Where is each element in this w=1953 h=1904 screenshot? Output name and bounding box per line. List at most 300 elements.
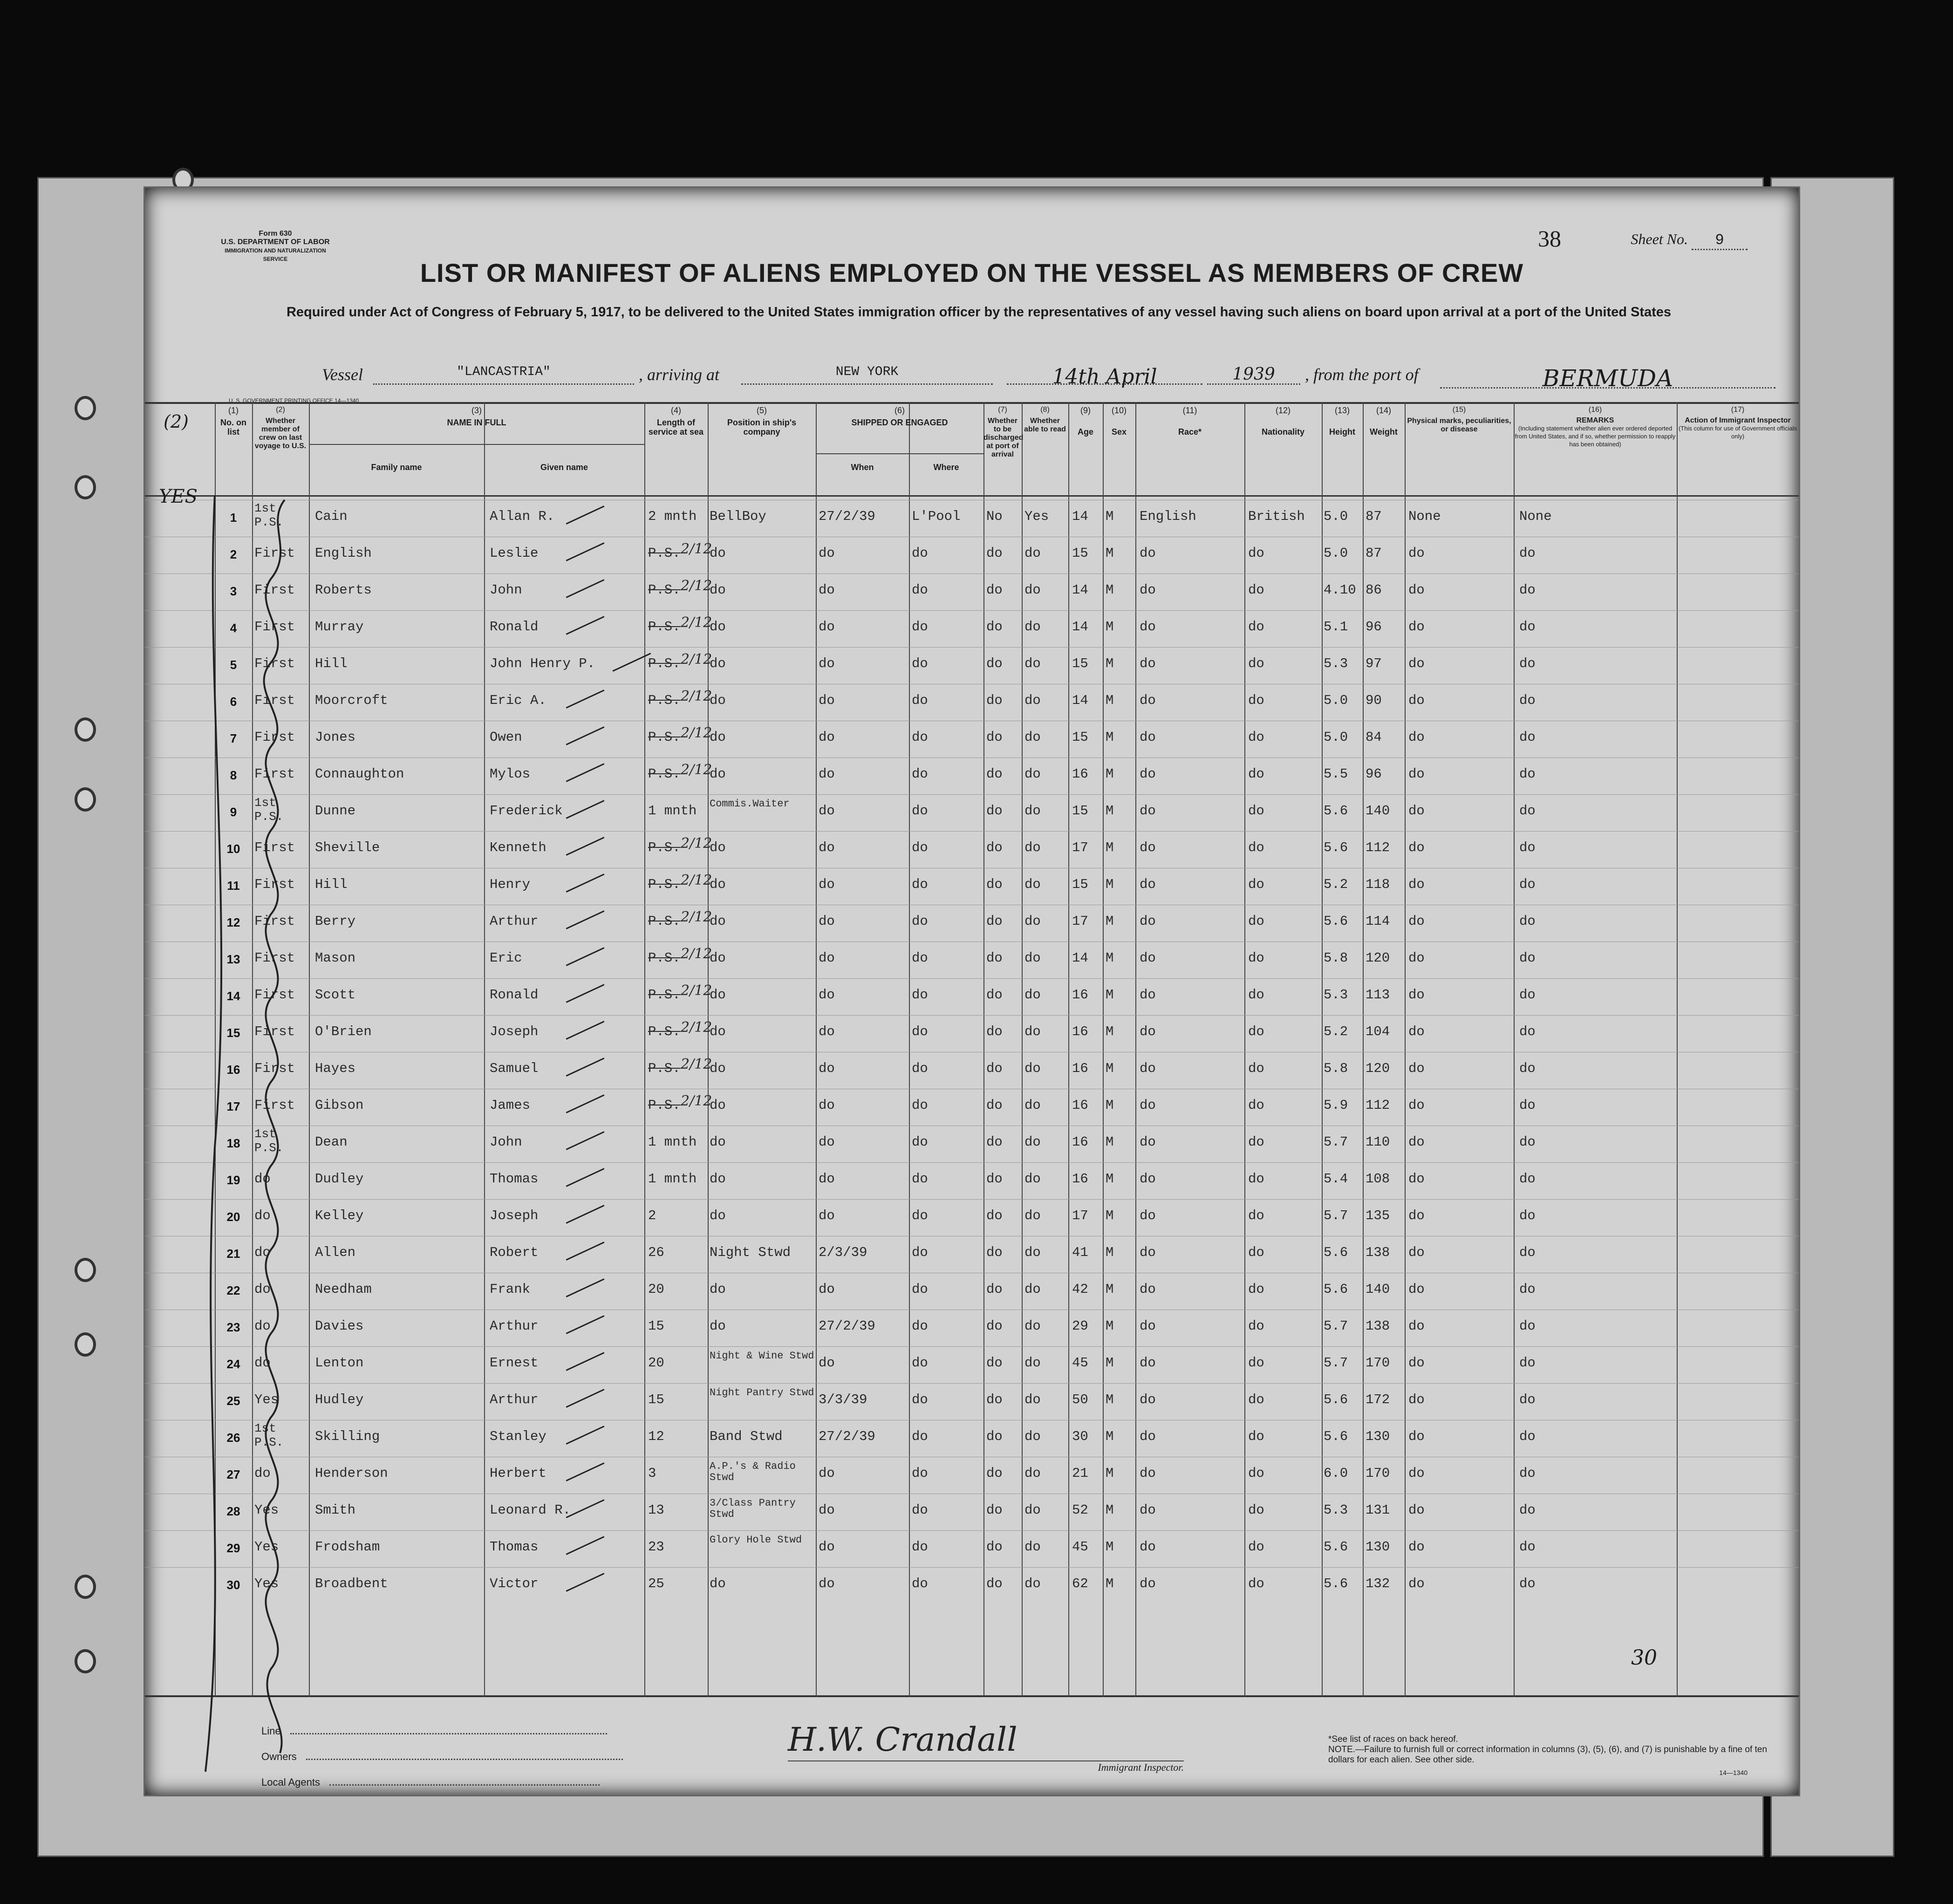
cell-when: do bbox=[819, 693, 835, 708]
cell-remarks: do bbox=[1519, 1502, 1536, 1518]
cell-family: Lenton bbox=[315, 1355, 364, 1371]
cell-nat: do bbox=[1248, 619, 1264, 635]
departure-port: BERMUDA bbox=[1440, 365, 1775, 389]
cell-family: Broadbent bbox=[315, 1576, 388, 1591]
col-label: Height bbox=[1329, 427, 1355, 437]
cell-race: do bbox=[1140, 730, 1156, 745]
cell-given: Mylos bbox=[490, 766, 531, 782]
cell-family: Smith bbox=[315, 1502, 356, 1518]
cell-given: Stanley bbox=[490, 1429, 546, 1444]
cell-age: 15 bbox=[1072, 877, 1088, 892]
cell-height: 5.0 bbox=[1324, 509, 1348, 524]
cell-where: do bbox=[912, 1429, 928, 1444]
cell-weight: 112 bbox=[1366, 840, 1390, 855]
cell-n: 5 bbox=[230, 658, 237, 672]
col-label: Whether member of crew on last voyage to U.S. bbox=[254, 417, 307, 450]
cell-age: 42 bbox=[1072, 1282, 1088, 1297]
col-header-nationality bbox=[1244, 406, 1322, 437]
name-subheader-rule bbox=[309, 444, 644, 445]
col-header-physical-marks bbox=[1405, 406, 1514, 434]
cell-sex: M bbox=[1106, 546, 1114, 561]
arrival-port: NEW YORK bbox=[741, 365, 993, 385]
cell-race: do bbox=[1140, 1539, 1156, 1555]
cell-remarks: do bbox=[1519, 1576, 1536, 1591]
cell-pos: 3/Class Pantry Stwd bbox=[710, 1497, 796, 1520]
cell-race: do bbox=[1140, 546, 1156, 561]
cell-sex: M bbox=[1106, 1429, 1114, 1444]
cell-when: do bbox=[819, 1098, 835, 1113]
checkmark-icon bbox=[566, 1021, 605, 1040]
cell-when: 3/3/39 bbox=[819, 1392, 867, 1407]
cell-sex: M bbox=[1106, 1098, 1114, 1113]
cell-sex: M bbox=[1106, 766, 1114, 782]
cell-sex: M bbox=[1106, 1171, 1114, 1187]
cell-read: do bbox=[1024, 1245, 1041, 1260]
col-number: (14) bbox=[1376, 406, 1391, 415]
page-number: 38 bbox=[1538, 225, 1561, 252]
cell-n: 8 bbox=[230, 768, 237, 782]
cell-los: 20 bbox=[648, 1282, 664, 1297]
cell-read: do bbox=[1024, 1318, 1041, 1334]
cell-sex: M bbox=[1106, 987, 1114, 1003]
cell-disch: do bbox=[986, 987, 1003, 1003]
cell-family: Murray bbox=[315, 619, 364, 635]
cell-race: do bbox=[1140, 950, 1156, 966]
table-row bbox=[145, 1015, 1799, 1052]
cell-sex: M bbox=[1106, 1208, 1114, 1223]
cell-pos: do bbox=[710, 1576, 726, 1591]
cell-marks: do bbox=[1408, 766, 1425, 782]
cell-sex: M bbox=[1106, 619, 1114, 635]
cell-age: 62 bbox=[1072, 1576, 1088, 1591]
table-row bbox=[145, 1457, 1799, 1494]
cell-family: Dunne bbox=[315, 803, 356, 819]
cell-nat: do bbox=[1248, 1576, 1264, 1591]
cell-age: 14 bbox=[1072, 582, 1088, 598]
cell-marks: do bbox=[1408, 1061, 1425, 1076]
cell-n: 19 bbox=[226, 1173, 240, 1187]
cell-los-months: 2/12 bbox=[681, 872, 712, 888]
cell-nat: do bbox=[1248, 1502, 1264, 1518]
cell-pos: Glory Hole Stwd bbox=[710, 1534, 802, 1546]
cell-voyage: First bbox=[254, 730, 295, 745]
table-row bbox=[145, 1346, 1799, 1384]
cell-n: 29 bbox=[226, 1541, 240, 1555]
cell-read: do bbox=[1024, 803, 1041, 819]
printing-reference: U. S. GOVERNMENT PRINTING OFFICE 14—1340 bbox=[229, 397, 359, 404]
cell-pos: do bbox=[710, 693, 726, 708]
table-row bbox=[145, 1126, 1799, 1163]
from-port-label: , from the port of bbox=[1305, 365, 1419, 384]
cell-disch: do bbox=[986, 1318, 1003, 1334]
col-header-when: When bbox=[851, 463, 874, 472]
col-header-sex bbox=[1103, 406, 1135, 437]
col-number: (2) bbox=[276, 406, 285, 414]
cell-given: Allan R. bbox=[490, 509, 555, 524]
cell-age: 16 bbox=[1072, 1024, 1088, 1039]
cell-marks: do bbox=[1408, 1245, 1425, 1260]
header-bottom-rule bbox=[145, 495, 1799, 497]
cell-where: do bbox=[912, 1355, 928, 1371]
cell-when: do bbox=[819, 1282, 835, 1297]
cell-los: P.S. bbox=[648, 693, 681, 708]
cell-family: Allen bbox=[315, 1245, 356, 1260]
cell-pos: do bbox=[710, 987, 726, 1003]
cell-n: 10 bbox=[226, 842, 240, 856]
col-number: (8) bbox=[1040, 406, 1050, 414]
binder-hole bbox=[75, 1575, 96, 1599]
cell-when: do bbox=[819, 803, 835, 819]
cell-family: Hill bbox=[315, 656, 348, 671]
cell-family: Frodsham bbox=[315, 1539, 380, 1555]
cell-los-months: 2/12 bbox=[681, 983, 712, 999]
fill-line bbox=[306, 1759, 623, 1760]
cell-remarks: do bbox=[1519, 987, 1536, 1003]
cell-weight: 114 bbox=[1366, 914, 1390, 929]
cell-remarks: do bbox=[1519, 1061, 1536, 1076]
cell-race: do bbox=[1140, 1208, 1156, 1223]
cell-disch: do bbox=[986, 1134, 1003, 1150]
cell-nat: do bbox=[1248, 987, 1264, 1003]
margin-yes-annotation: YES bbox=[159, 486, 198, 507]
cell-disch: do bbox=[986, 1355, 1003, 1371]
cell-sex: M bbox=[1106, 914, 1114, 929]
cell-read: do bbox=[1024, 546, 1041, 561]
col-label: Weight bbox=[1370, 427, 1398, 437]
cell-los: 2 bbox=[648, 1208, 656, 1223]
checkmark-icon bbox=[566, 505, 605, 525]
table-row bbox=[145, 1273, 1799, 1310]
cell-los: 12 bbox=[648, 1429, 664, 1444]
cell-weight: 90 bbox=[1366, 693, 1382, 708]
cell-where: do bbox=[912, 619, 928, 635]
checkmark-icon bbox=[566, 1462, 605, 1481]
arriving-label: , arriving at bbox=[639, 365, 720, 384]
cell-nat: do bbox=[1248, 1318, 1264, 1334]
cell-where: do bbox=[912, 693, 928, 708]
col-header-height bbox=[1322, 406, 1363, 437]
cell-n: 1 bbox=[230, 511, 237, 525]
col-number: (17) bbox=[1731, 406, 1745, 414]
cell-disch: do bbox=[986, 656, 1003, 671]
cell-n: 30 bbox=[226, 1578, 240, 1592]
cell-nat: do bbox=[1248, 656, 1264, 671]
cell-remarks: do bbox=[1519, 619, 1536, 635]
cell-age: 16 bbox=[1072, 1134, 1088, 1150]
cell-family: Dean bbox=[315, 1134, 348, 1150]
cell-where: do bbox=[912, 1392, 928, 1407]
cell-los-months: 2/12 bbox=[681, 909, 712, 925]
cell-disch: do bbox=[986, 877, 1003, 892]
cell-height: 5.6 bbox=[1324, 1539, 1348, 1555]
cell-marks: do bbox=[1408, 1208, 1425, 1223]
cell-marks: do bbox=[1408, 1576, 1425, 1591]
col-number: (9) bbox=[1080, 406, 1091, 415]
cell-sex: M bbox=[1106, 950, 1114, 966]
cell-marks: None bbox=[1408, 509, 1441, 524]
cell-sex: M bbox=[1106, 509, 1114, 524]
col-header-age bbox=[1068, 406, 1103, 437]
col-number: (6) bbox=[895, 406, 905, 415]
cell-n: 21 bbox=[226, 1247, 240, 1261]
table-row bbox=[145, 500, 1799, 537]
cell-weight: 131 bbox=[1366, 1502, 1390, 1518]
cell-voyage: Yes bbox=[254, 1539, 279, 1555]
cell-when: do bbox=[819, 1355, 835, 1371]
cell-height: 5.0 bbox=[1324, 730, 1348, 745]
cell-where: do bbox=[912, 582, 928, 598]
cell-pos: do bbox=[710, 1282, 726, 1297]
cell-weight: 112 bbox=[1366, 1098, 1390, 1113]
cell-weight: 135 bbox=[1366, 1208, 1390, 1223]
cell-read: do bbox=[1024, 987, 1041, 1003]
col-label: Action of Immigrant Inspector bbox=[1685, 416, 1791, 424]
cell-marks: do bbox=[1408, 840, 1425, 855]
col-header-discharged bbox=[983, 406, 1022, 459]
cell-given: James bbox=[490, 1098, 531, 1113]
cell-marks: do bbox=[1408, 546, 1425, 561]
cell-when: do bbox=[819, 987, 835, 1003]
cell-marks: do bbox=[1408, 1134, 1425, 1150]
binder-hole bbox=[75, 1258, 96, 1282]
cell-pos: do bbox=[710, 656, 726, 671]
cell-los: 23 bbox=[648, 1539, 664, 1555]
table-row bbox=[145, 1530, 1799, 1568]
cell-sex: M bbox=[1106, 840, 1114, 855]
owners-field bbox=[261, 1751, 623, 1763]
cell-voyage: First bbox=[254, 582, 295, 598]
cell-sex: M bbox=[1106, 1318, 1114, 1334]
sheet-number-field bbox=[1631, 231, 1748, 250]
cell-given: Owen bbox=[490, 730, 522, 745]
cell-height: 5.3 bbox=[1324, 656, 1348, 671]
cell-given: Leslie bbox=[490, 546, 539, 561]
cell-marks: do bbox=[1408, 987, 1425, 1003]
cell-marks: do bbox=[1408, 693, 1425, 708]
cell-voyage: do bbox=[254, 1466, 271, 1481]
cell-disch: do bbox=[986, 730, 1003, 745]
cell-voyage: First bbox=[254, 914, 295, 929]
cell-height: 5.0 bbox=[1324, 693, 1348, 708]
cell-los-months: 2/12 bbox=[681, 762, 712, 778]
cell-remarks: do bbox=[1519, 1098, 1536, 1113]
cell-nat: do bbox=[1248, 546, 1264, 561]
cell-los: P.S. bbox=[648, 1061, 681, 1076]
cell-marks: do bbox=[1408, 1098, 1425, 1113]
cell-voyage: do bbox=[254, 1355, 271, 1371]
cell-los-months: 2/12 bbox=[681, 614, 712, 631]
cell-family: Cain bbox=[315, 509, 348, 524]
cell-voyage: First bbox=[254, 987, 295, 1003]
cell-height: 5.9 bbox=[1324, 1098, 1348, 1113]
cell-remarks: do bbox=[1519, 1245, 1536, 1260]
cell-when: do bbox=[819, 582, 835, 598]
cell-given: Eric bbox=[490, 950, 522, 966]
checkmark-icon bbox=[566, 910, 605, 929]
cell-voyage: First bbox=[254, 1098, 295, 1113]
cell-age: 17 bbox=[1072, 914, 1088, 929]
cell-given: Thomas bbox=[490, 1171, 539, 1187]
cell-nat: do bbox=[1248, 803, 1264, 819]
cell-given: Henry bbox=[490, 877, 531, 892]
cell-age: 15 bbox=[1072, 803, 1088, 819]
cell-where: do bbox=[912, 546, 928, 561]
cell-weight: 118 bbox=[1366, 877, 1390, 892]
cell-age: 15 bbox=[1072, 546, 1088, 561]
cell-read: do bbox=[1024, 877, 1041, 892]
binder-hole bbox=[75, 1649, 96, 1673]
cell-when: do bbox=[819, 546, 835, 561]
cell-race: do bbox=[1140, 1245, 1156, 1260]
cell-n: 24 bbox=[226, 1357, 240, 1371]
table-row bbox=[145, 794, 1799, 832]
checkmark-icon bbox=[566, 763, 605, 782]
footer-note bbox=[1328, 1734, 1771, 1765]
cell-weight: 120 bbox=[1366, 950, 1390, 966]
cell-marks: do bbox=[1408, 914, 1425, 929]
cell-disch: do bbox=[986, 582, 1003, 598]
cell-nat: do bbox=[1248, 582, 1264, 598]
binder-hole bbox=[75, 787, 96, 812]
cell-when: do bbox=[819, 1539, 835, 1555]
cell-pos: do bbox=[710, 840, 726, 855]
cell-marks: do bbox=[1408, 877, 1425, 892]
cell-given: John bbox=[490, 582, 522, 598]
cell-where: do bbox=[912, 987, 928, 1003]
cell-height: 5.4 bbox=[1324, 1171, 1348, 1187]
cell-los: 25 bbox=[648, 1576, 664, 1591]
cell-remarks: do bbox=[1519, 914, 1536, 929]
cell-los: P.S. bbox=[648, 546, 681, 561]
cell-pos: A.P.'s & Radio Stwd bbox=[710, 1460, 796, 1483]
cell-disch: do bbox=[986, 1024, 1003, 1039]
cell-voyage: First bbox=[254, 693, 295, 708]
cell-read: do bbox=[1024, 582, 1041, 598]
shipped-subheader-rule bbox=[816, 453, 983, 454]
cell-race: do bbox=[1140, 1392, 1156, 1407]
cell-los: P.S. bbox=[648, 1024, 681, 1039]
col-number: (13) bbox=[1334, 406, 1350, 415]
binder-hole bbox=[75, 396, 96, 420]
cell-sex: M bbox=[1106, 582, 1114, 598]
cell-pos: do bbox=[710, 619, 726, 635]
cell-pos: do bbox=[710, 877, 726, 892]
cell-n: 14 bbox=[226, 989, 240, 1003]
col-number: (3) bbox=[471, 406, 482, 415]
cell-given: Ronald bbox=[490, 619, 539, 635]
cell-pos: do bbox=[710, 914, 726, 929]
cell-marks: do bbox=[1408, 656, 1425, 671]
cell-read: do bbox=[1024, 1502, 1041, 1518]
cell-n: 4 bbox=[230, 621, 237, 635]
cell-read: do bbox=[1024, 1466, 1041, 1481]
cell-pos: do bbox=[710, 1318, 726, 1334]
crew-manifest-table bbox=[145, 402, 1799, 1697]
checkmark-icon bbox=[566, 1058, 605, 1077]
cell-family: Hudley bbox=[315, 1392, 364, 1407]
cell-marks: do bbox=[1408, 1466, 1425, 1481]
cell-disch: do bbox=[986, 1392, 1003, 1407]
penalty-note: NOTE.—Failure to furnish full or correct information in columns (3), (5), (6), and (7) is punishable by a fine of ten dollars for each alien. See other side. bbox=[1328, 1745, 1767, 1765]
cell-when: 27/2/39 bbox=[819, 1429, 875, 1444]
col-label: REMARKS bbox=[1576, 416, 1614, 424]
cell-age: 14 bbox=[1072, 619, 1088, 635]
cell-weight: 110 bbox=[1366, 1134, 1390, 1150]
cell-voyage: First bbox=[254, 1061, 295, 1076]
cell-family: Gibson bbox=[315, 1098, 364, 1113]
col-number: (5) bbox=[757, 406, 767, 415]
cell-remarks: do bbox=[1519, 803, 1536, 819]
cell-read: do bbox=[1024, 1355, 1041, 1371]
cell-marks: do bbox=[1408, 1429, 1425, 1444]
cell-los: P.S. bbox=[648, 840, 681, 855]
cell-read: do bbox=[1024, 1134, 1041, 1150]
col-label: NAME IN FULL bbox=[447, 418, 506, 427]
cell-weight: 97 bbox=[1366, 656, 1382, 671]
cell-given: Arthur bbox=[490, 1318, 539, 1334]
col-header-able-to-read bbox=[1022, 406, 1068, 434]
cell-where: do bbox=[912, 840, 928, 855]
cell-height: 5.7 bbox=[1324, 1134, 1348, 1150]
cell-sex: M bbox=[1106, 656, 1114, 671]
cell-pos: Night & Wine Stwd bbox=[710, 1350, 814, 1362]
cell-where: do bbox=[912, 1245, 928, 1260]
cell-pos: BellBoy bbox=[710, 509, 766, 524]
cell-pos: do bbox=[710, 766, 726, 782]
cell-disch: do bbox=[986, 1429, 1003, 1444]
cell-sex: M bbox=[1106, 1466, 1114, 1481]
col-header-given-name: Given name bbox=[540, 463, 588, 472]
cell-nat: do bbox=[1248, 766, 1264, 782]
cell-n: 3 bbox=[230, 584, 237, 598]
cell-race: do bbox=[1140, 1466, 1156, 1481]
cell-family: Hayes bbox=[315, 1061, 356, 1076]
cell-read: do bbox=[1024, 1576, 1041, 1591]
cell-nat: do bbox=[1248, 1466, 1264, 1481]
cell-race: do bbox=[1140, 914, 1156, 929]
cell-los-months: 2/12 bbox=[681, 541, 712, 557]
cell-remarks: do bbox=[1519, 693, 1536, 708]
fill-line bbox=[290, 1733, 607, 1734]
cell-voyage: Yes bbox=[254, 1392, 279, 1407]
cell-race: do bbox=[1140, 1061, 1156, 1076]
cell-voyage: Yes bbox=[254, 1576, 279, 1591]
cell-when: 27/2/39 bbox=[819, 509, 875, 524]
cell-los: 20 bbox=[648, 1355, 664, 1371]
local-agents-label: Local Agents bbox=[261, 1776, 320, 1788]
cell-voyage: First bbox=[254, 877, 295, 892]
cell-age: 30 bbox=[1072, 1429, 1088, 1444]
cell-where: do bbox=[912, 1098, 928, 1113]
cell-los: 15 bbox=[648, 1392, 664, 1407]
col-label: Sex bbox=[1111, 427, 1127, 437]
cell-disch: do bbox=[986, 1061, 1003, 1076]
col-sublabel: (Including statement whether alien ever ordered deported from United States, and if so, whether permission to reapply has been obtained) bbox=[1515, 425, 1676, 448]
cell-when: do bbox=[819, 950, 835, 966]
cell-los: P.S. bbox=[648, 950, 681, 966]
cell-voyage: do bbox=[254, 1245, 271, 1260]
cell-remarks: do bbox=[1519, 1171, 1536, 1187]
cell-marks: do bbox=[1408, 1318, 1425, 1334]
cell-n: 2 bbox=[230, 547, 237, 561]
cell-read: do bbox=[1024, 1098, 1041, 1113]
cell-read: do bbox=[1024, 840, 1041, 855]
cell-pos: Commis.Waiter bbox=[710, 798, 790, 810]
checkmark-icon bbox=[566, 1131, 605, 1150]
cell-given: Ernest bbox=[490, 1355, 539, 1371]
cell-family: Sheville bbox=[315, 840, 380, 855]
margin-column-annotation: (2) bbox=[164, 411, 189, 432]
